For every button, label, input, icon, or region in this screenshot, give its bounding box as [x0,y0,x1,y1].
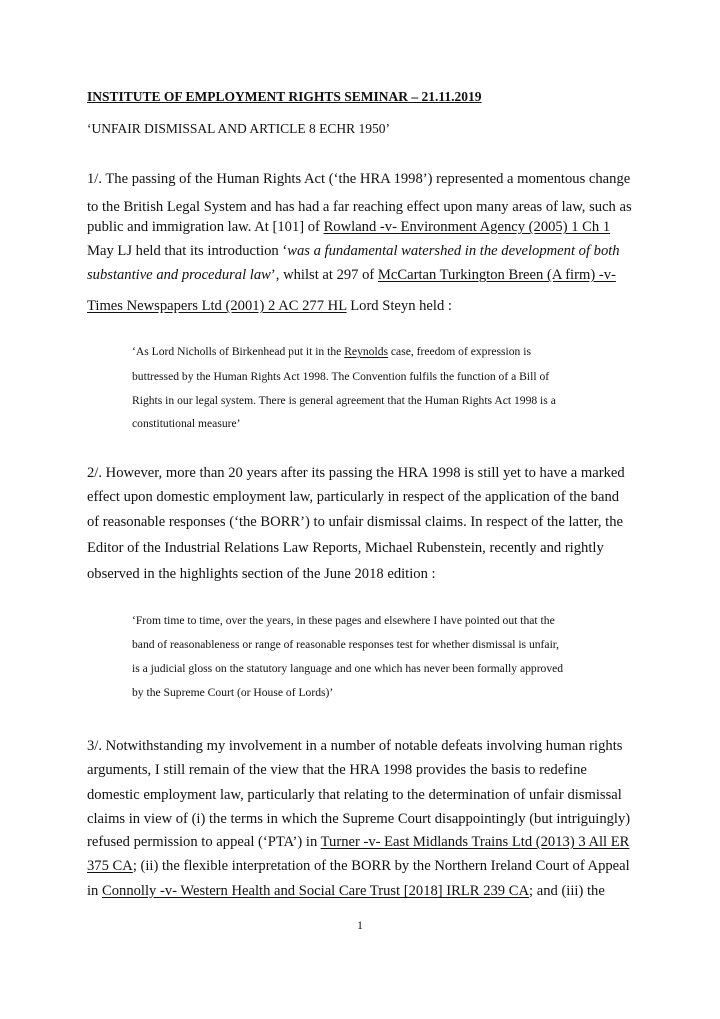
case-citation: 375 CA [87,858,133,874]
document-subtitle: ‘UNFAIR DISMISSAL AND ARTICLE 8 ECHR 1950’ [87,121,390,136]
text-run: Lord Steyn held : [346,298,452,314]
paragraph-line [87,298,452,315]
paragraph-line [87,219,610,236]
text-run: refused permission to appeal (‘PTA’) in [87,834,321,850]
case-citation: Turner -v- East Midlands Trains Ltd (2013) 3 All ER [320,834,630,850]
text-run: ‘As Lord Nicholls of Birkenhead put it in the [132,345,345,358]
quoted-text: substantive and procedural law [87,267,271,283]
text-run: in [87,883,102,899]
quote-line: ‘From time to time, over the years, in these pages and elsewhere I have pointed out that the [132,614,555,627]
text-run: public and immigration law. At [101] of [87,219,324,235]
text-run: May LJ held that its introduction ‘ [87,243,288,259]
quote-line: constitutional measure’ [132,417,241,430]
text-run: ’, whilst at 297 of [270,267,378,283]
page-number: 1 [357,918,363,932]
paragraph-line: claims in view of (i) the terms in which the Supreme Court disappointingly (but intriguingly) [87,811,631,827]
quoted-text: was a fundamental watershed in the development of both [287,243,620,259]
paragraph-line: arguments, I still remain of the view that the HRA 1998 provides the basis to redefine [87,762,587,778]
paragraph-line: 2/. However, more than 20 years after its passing the HRA 1998 is still yet to have a marked [87,465,625,481]
case-citation: McCartan Turkington Breen (A firm) -v- [377,267,616,283]
paragraph-line: effect upon domestic employment law, particularly in respect of the application of the band [87,489,620,505]
case-citation: Connolly -v- Western Health and Social Care Trust [2018] IRLR 239 CA [102,883,530,899]
paragraph-line: Editor of the Industrial Relations Law Reports, Michael Rubenstein, recently and rightly [87,540,604,556]
text-run: ; and (iii) the [529,883,605,899]
paragraph-line: 1/. The passing of the Human Rights Act (‘the HRA 1998’) represented a momentous change [87,171,631,187]
text-run: case, freedom of expression is [388,345,531,358]
paragraph-line: observed in the highlights section of the June 2018 edition : [87,566,436,582]
paragraph-line [87,243,620,260]
quote-line [132,345,531,358]
paragraph-line: to the British Legal System and has had a far reaching effect upon many areas of law, such as [87,199,632,215]
quote-line: band of reasonableness or range of reasonable responses test for whether dismissal is unfair, [132,638,560,651]
quote-line: Rights in our legal system. There is general agreement that the Human Rights Act 1998 is a [132,394,556,407]
document-title: INSTITUTE OF EMPLOYMENT RIGHTS SEMINAR – 21.11.2019 [87,89,482,104]
quote-line: by the Supreme Court (or House of Lords)’ [132,686,334,699]
paragraph-line: of reasonable responses (‘the BORR’) to unfair dismissal claims. In respect of the latter, the [87,514,623,530]
case-citation: Times Newspapers Ltd (2001) 2 AC 277 HL [87,298,347,314]
text-run: ; (ii) the flexible interpretation of the BORR by the Northern Ireland Court of Appeal [132,858,630,874]
paragraph-line: domestic employment law, particularly that relating to the determination of unfair dismissal [87,787,622,803]
paragraph-line [87,858,630,875]
case-citation: Reynolds [344,345,389,358]
quote-line: is a judicial gloss on the statutory language and one which has never been formally approved [132,662,564,675]
paragraph-line [87,834,629,851]
case-citation: Rowland -v- Environment Agency (2005) 1 Ch 1 [323,219,611,235]
paragraph-line [87,883,605,900]
quote-line: buttressed by the Human Rights Act 1998. The Convention fulfils the function of a Bill of [132,370,550,383]
paragraph-line [87,267,616,284]
paragraph-line: 3/. Notwithstanding my involvement in a number of notable defeats involving human rights [87,738,623,754]
